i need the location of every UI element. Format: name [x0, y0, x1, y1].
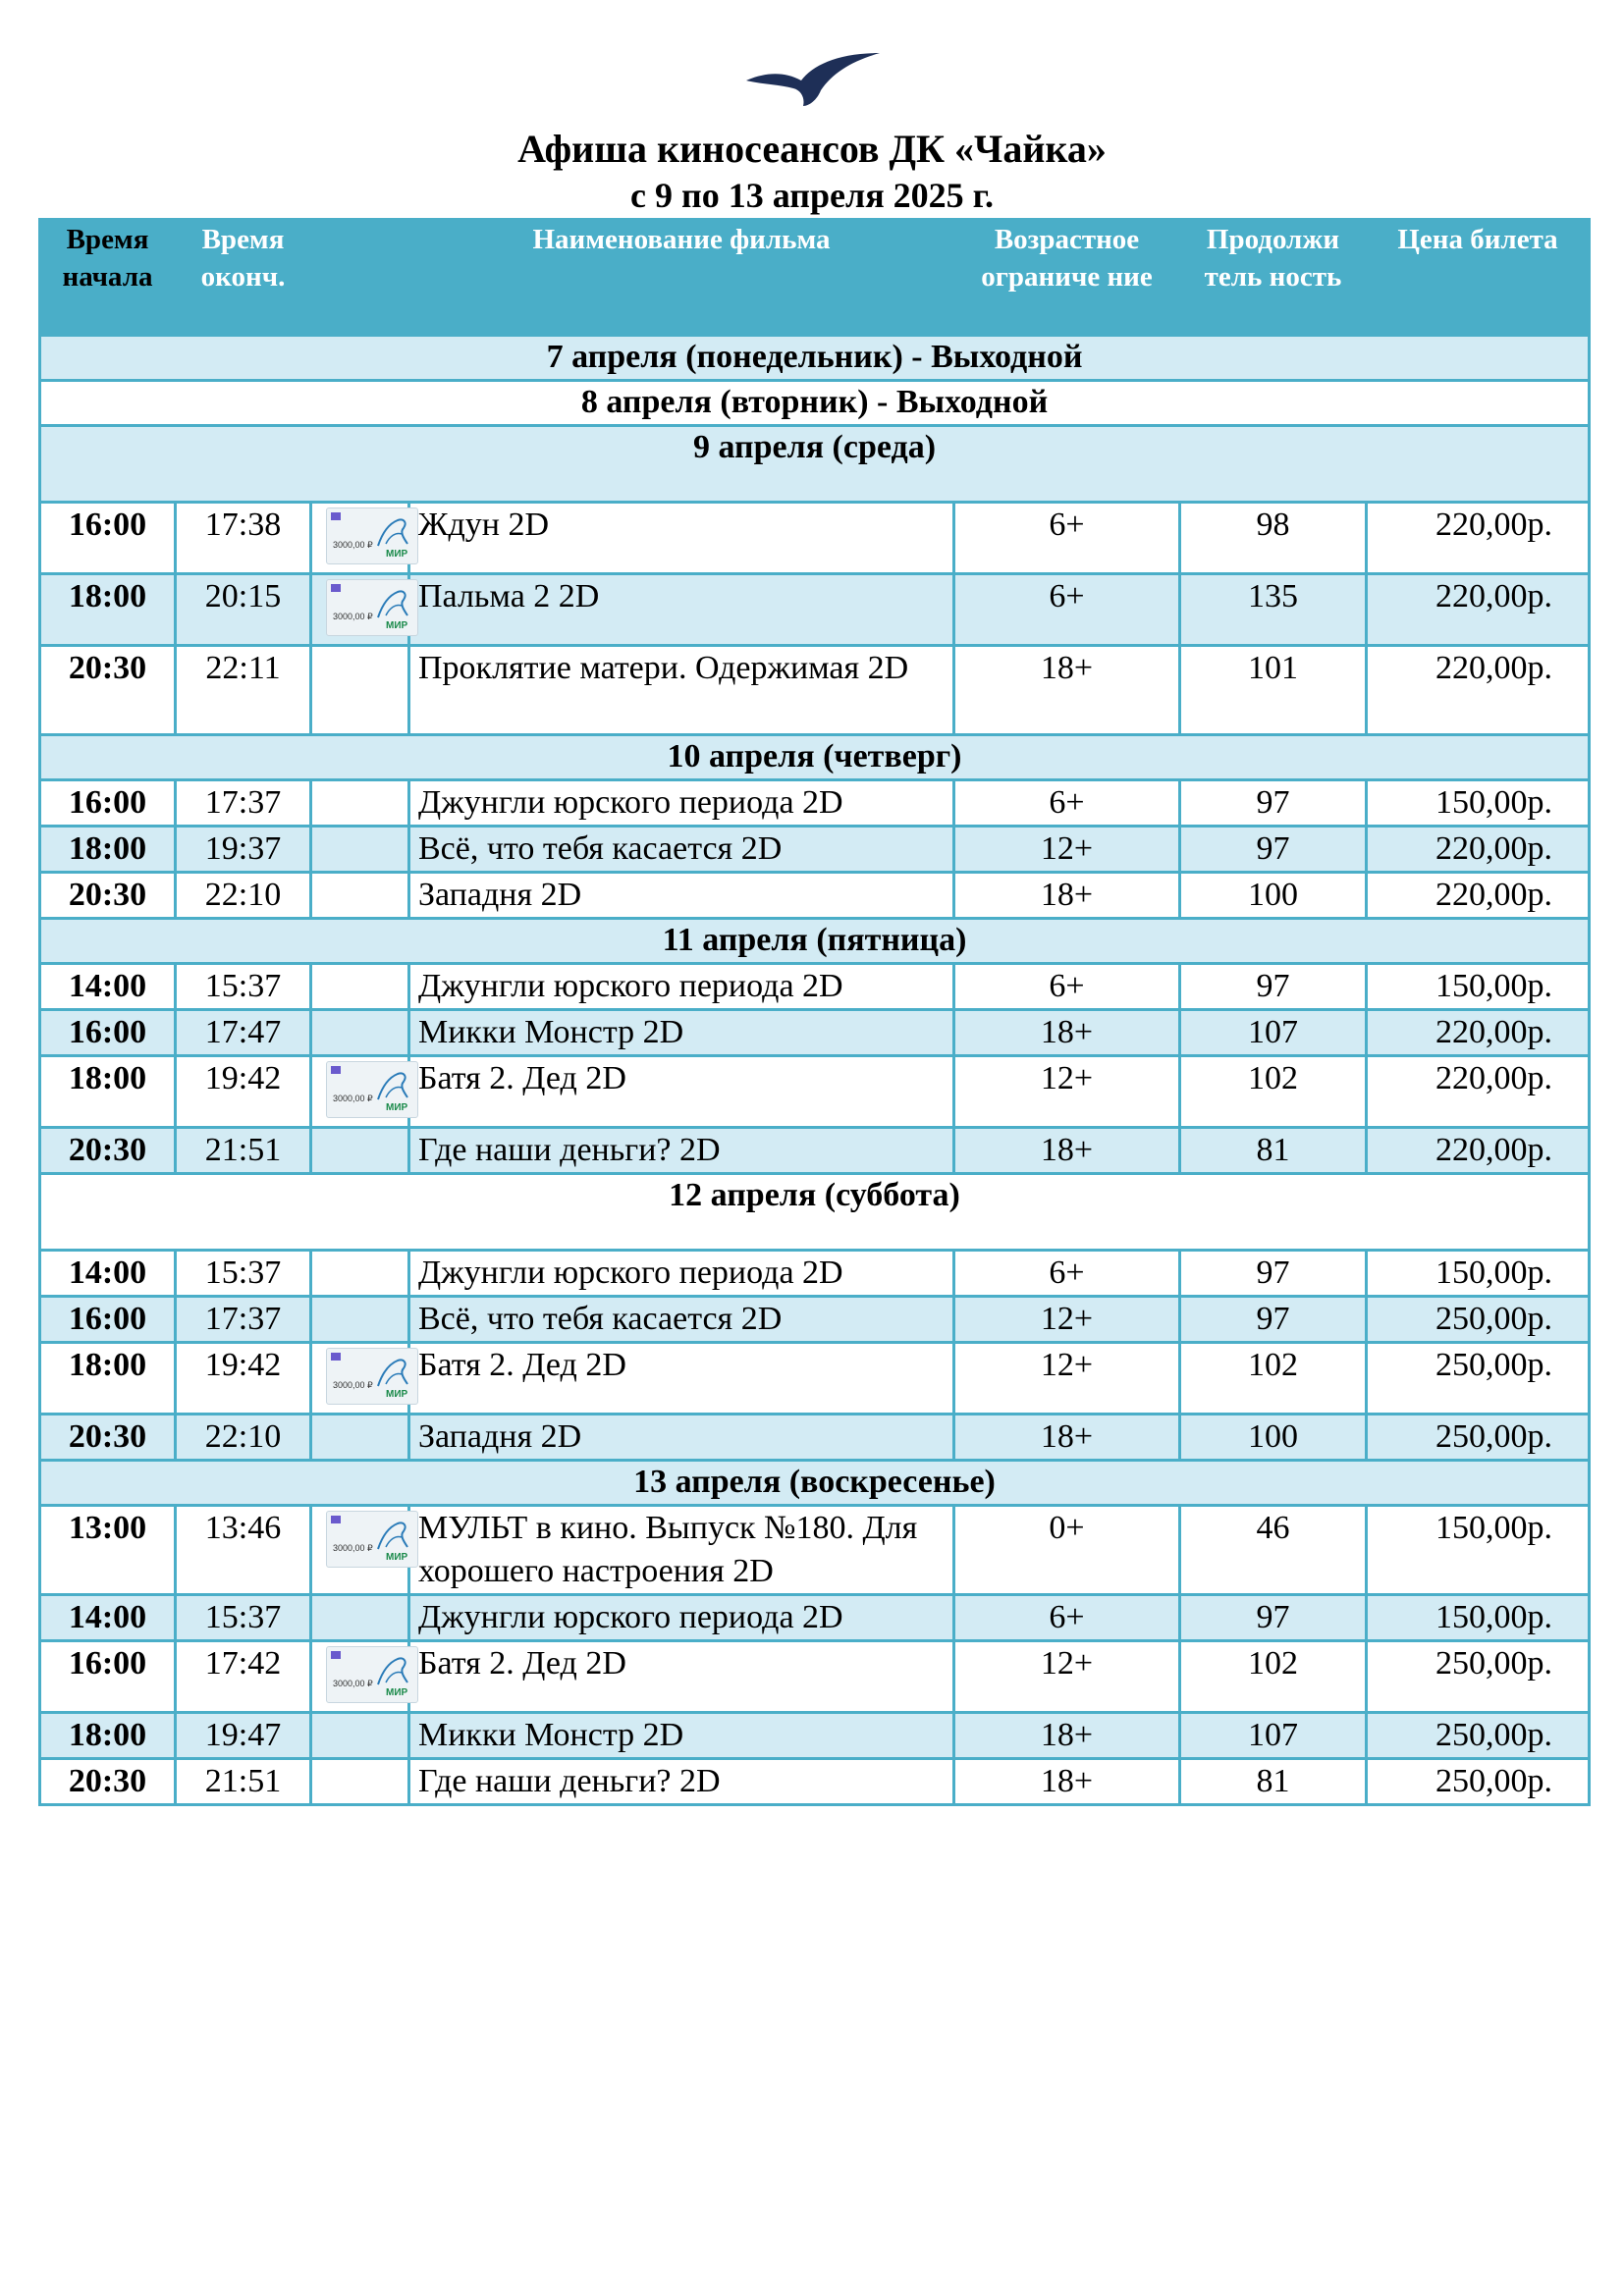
session-row [40, 1010, 1590, 1056]
card-amount: 3000,00 ₽ [333, 1094, 373, 1103]
film-duration: 100 [1180, 1415, 1367, 1461]
age-rating: 6+ [954, 780, 1180, 827]
film-name: Где наши деньги? 2D [409, 1128, 954, 1174]
page-subtitle: с 9 по 13 апреля 2025 г. [630, 176, 994, 215]
session-start-time: 16:00 [40, 1641, 176, 1713]
card-amount: 3000,00 ₽ [333, 612, 373, 621]
pushkin-card-cell [311, 1343, 409, 1415]
session-row [40, 1759, 1590, 1805]
day-header-label: 11 апреля (пятница) [40, 919, 1590, 964]
session-start-time: 20:30 [40, 1759, 176, 1805]
session-end-time: 15:37 [176, 964, 311, 1010]
film-name: Проклятие матери. Одержимая 2D [409, 646, 954, 735]
card-mir-logo: МИР [386, 549, 408, 560]
day-header-row [40, 426, 1590, 503]
ticket-price: 220,00р. [1367, 1128, 1590, 1174]
pushkin-card-cell [311, 1251, 409, 1297]
session-end-time: 17:37 [176, 1297, 311, 1343]
film-duration: 81 [1180, 1759, 1367, 1805]
session-start-time: 18:00 [40, 1713, 176, 1759]
session-row [40, 1641, 1590, 1713]
film-duration: 97 [1180, 827, 1367, 873]
ticket-price: 220,00р. [1367, 1056, 1590, 1128]
pushkin-card-icon [326, 579, 418, 636]
session-end-time: 19:37 [176, 827, 311, 873]
header-film-name: Наименование фильма [409, 220, 954, 336]
card-chip-icon [331, 584, 341, 592]
film-name: Пальма 2 2D [409, 574, 954, 646]
film-duration: 102 [1180, 1343, 1367, 1415]
header-end-time: Время оконч. [176, 220, 311, 336]
session-row [40, 1128, 1590, 1174]
film-name: Всё, что тебя касается 2D [409, 1297, 954, 1343]
session-end-time: 15:37 [176, 1251, 311, 1297]
session-end-time: 17:38 [176, 503, 311, 574]
session-row [40, 780, 1590, 827]
page-title: Афиша киносеансов ДК «Чайка» [517, 127, 1107, 171]
film-duration: 107 [1180, 1713, 1367, 1759]
film-duration: 107 [1180, 1010, 1367, 1056]
pushkin-card-icon [326, 1646, 418, 1703]
pushkin-card-cell [311, 1506, 409, 1595]
day-header-label: 9 апреля (среда) [40, 426, 1590, 503]
session-row [40, 827, 1590, 873]
session-end-time: 21:51 [176, 1128, 311, 1174]
day-header-label: 7 апреля (понедельник) - Выходной [40, 336, 1590, 381]
film-duration: 100 [1180, 873, 1367, 919]
day-header-row [40, 336, 1590, 381]
pushkin-card-icon [326, 1511, 418, 1568]
film-duration: 102 [1180, 1056, 1367, 1128]
ticket-price: 150,00р. [1367, 1251, 1590, 1297]
ticket-price: 220,00р. [1367, 574, 1590, 646]
day-header-label: 8 апреля (вторник) - Выходной [40, 381, 1590, 426]
film-name: МУЛЬТ в кино. Выпуск №180. Для хорошего настроения 2D [409, 1506, 954, 1595]
card-portrait-icon [374, 1518, 411, 1553]
session-row [40, 503, 1590, 574]
age-rating: 12+ [954, 1297, 1180, 1343]
pushkin-card-cell [311, 1759, 409, 1805]
session-start-time: 18:00 [40, 1056, 176, 1128]
day-header-row [40, 735, 1590, 780]
pushkin-card-cell [311, 503, 409, 574]
pushkin-card-cell [311, 1641, 409, 1713]
session-end-time: 17:47 [176, 1010, 311, 1056]
session-start-time: 13:00 [40, 1506, 176, 1595]
film-name: Джунгли юрского периода 2D [409, 964, 954, 1010]
film-duration: 81 [1180, 1128, 1367, 1174]
session-end-time: 21:51 [176, 1759, 311, 1805]
card-amount: 3000,00 ₽ [333, 1543, 373, 1553]
pushkin-card-cell [311, 1128, 409, 1174]
session-row [40, 1595, 1590, 1641]
film-name: Джунгли юрского периода 2D [409, 1595, 954, 1641]
film-name: Ждун 2D [409, 503, 954, 574]
session-start-time: 20:30 [40, 1128, 176, 1174]
pushkin-card-cell [311, 1713, 409, 1759]
session-row [40, 1297, 1590, 1343]
pushkin-card-cell [311, 1297, 409, 1343]
ticket-price: 220,00р. [1367, 646, 1590, 735]
session-start-time: 20:30 [40, 873, 176, 919]
session-end-time: 13:46 [176, 1506, 311, 1595]
ticket-price: 220,00р. [1367, 873, 1590, 919]
pushkin-card-cell [311, 646, 409, 735]
session-end-time: 19:42 [176, 1056, 311, 1128]
card-portrait-icon [374, 514, 411, 550]
session-row [40, 1713, 1590, 1759]
card-amount: 3000,00 ₽ [333, 1679, 373, 1688]
film-name: Джунгли юрского периода 2D [409, 1251, 954, 1297]
session-end-time: 22:10 [176, 1415, 311, 1461]
age-rating: 18+ [954, 1128, 1180, 1174]
ticket-price: 220,00р. [1367, 827, 1590, 873]
session-end-time: 22:10 [176, 873, 311, 919]
seagull-logo-icon [744, 51, 882, 108]
pushkin-card-cell [311, 1415, 409, 1461]
session-start-time: 16:00 [40, 780, 176, 827]
session-row [40, 1343, 1590, 1415]
age-rating: 18+ [954, 646, 1180, 735]
session-start-time: 14:00 [40, 1595, 176, 1641]
header-card-column [311, 220, 409, 336]
session-row [40, 574, 1590, 646]
card-portrait-icon [374, 1068, 411, 1103]
age-rating: 18+ [954, 1010, 1180, 1056]
card-portrait-icon [374, 1355, 411, 1390]
film-name: Западня 2D [409, 873, 954, 919]
pushkin-card-icon [326, 1348, 418, 1405]
age-rating: 6+ [954, 964, 1180, 1010]
session-end-time: 22:11 [176, 646, 311, 735]
session-row [40, 1415, 1590, 1461]
pushkin-card-cell [311, 1595, 409, 1641]
pushkin-card-cell [311, 873, 409, 919]
card-chip-icon [331, 1066, 341, 1074]
age-rating: 18+ [954, 873, 1180, 919]
film-duration: 101 [1180, 646, 1367, 735]
ticket-price: 250,00р. [1367, 1415, 1590, 1461]
session-row [40, 646, 1590, 735]
pushkin-card-cell [311, 1056, 409, 1128]
age-rating: 12+ [954, 827, 1180, 873]
film-duration: 46 [1180, 1506, 1367, 1595]
film-name: Микки Монстр 2D [409, 1010, 954, 1056]
session-row [40, 1251, 1590, 1297]
session-start-time: 20:30 [40, 646, 176, 735]
card-mir-logo: МИР [386, 1687, 408, 1698]
schedule-table [38, 218, 1591, 1806]
film-name: Микки Монстр 2D [409, 1713, 954, 1759]
ticket-price: 250,00р. [1367, 1713, 1590, 1759]
header-price: Цена билета [1367, 220, 1590, 336]
session-end-time: 20:15 [176, 574, 311, 646]
film-name: Западня 2D [409, 1415, 954, 1461]
day-header-row [40, 919, 1590, 964]
header-duration: Продолжи тель ность [1180, 220, 1367, 336]
film-name: Батя 2. Дед 2D [409, 1641, 954, 1713]
card-chip-icon [331, 1651, 341, 1659]
session-start-time: 20:30 [40, 1415, 176, 1461]
pushkin-card-icon [326, 507, 418, 564]
pushkin-card-cell [311, 780, 409, 827]
card-mir-logo: МИР [386, 1102, 408, 1113]
card-chip-icon [331, 1353, 341, 1361]
day-header-label: 12 апреля (суббота) [40, 1174, 1590, 1251]
session-start-time: 16:00 [40, 1010, 176, 1056]
pushkin-card-cell [311, 1010, 409, 1056]
session-row [40, 964, 1590, 1010]
session-row [40, 873, 1590, 919]
session-end-time: 19:42 [176, 1343, 311, 1415]
age-rating: 18+ [954, 1415, 1180, 1461]
film-duration: 97 [1180, 1251, 1367, 1297]
session-end-time: 19:47 [176, 1713, 311, 1759]
session-start-time: 14:00 [40, 1251, 176, 1297]
session-end-time: 17:42 [176, 1641, 311, 1713]
card-amount: 3000,00 ₽ [333, 540, 373, 550]
ticket-price: 150,00р. [1367, 1506, 1590, 1595]
film-duration: 97 [1180, 1595, 1367, 1641]
ticket-price: 250,00р. [1367, 1297, 1590, 1343]
card-portrait-icon [374, 586, 411, 621]
film-duration: 102 [1180, 1641, 1367, 1713]
age-rating: 12+ [954, 1641, 1180, 1713]
age-rating: 18+ [954, 1713, 1180, 1759]
age-rating: 0+ [954, 1506, 1180, 1595]
film-duration: 98 [1180, 503, 1367, 574]
header-age-rating: Возрастное ограниче ние [954, 220, 1180, 336]
card-chip-icon [331, 1516, 341, 1523]
day-header-row [40, 1174, 1590, 1251]
age-rating: 6+ [954, 1251, 1180, 1297]
card-chip-icon [331, 512, 341, 520]
session-start-time: 18:00 [40, 827, 176, 873]
session-row [40, 1506, 1590, 1595]
film-name: Всё, что тебя касается 2D [409, 827, 954, 873]
ticket-price: 220,00р. [1367, 1010, 1590, 1056]
film-name: Где наши деньги? 2D [409, 1759, 954, 1805]
day-header-label: 13 апреля (воскресенье) [40, 1461, 1590, 1506]
pushkin-card-cell [311, 574, 409, 646]
film-name: Джунгли юрского периода 2D [409, 780, 954, 827]
ticket-price: 150,00р. [1367, 964, 1590, 1010]
ticket-price: 250,00р. [1367, 1641, 1590, 1713]
ticket-price: 250,00р. [1367, 1343, 1590, 1415]
film-duration: 97 [1180, 1297, 1367, 1343]
ticket-price: 150,00р. [1367, 780, 1590, 827]
film-duration: 97 [1180, 780, 1367, 827]
age-rating: 6+ [954, 1595, 1180, 1641]
card-mir-logo: МИР [386, 1552, 408, 1563]
film-duration: 97 [1180, 964, 1367, 1010]
pushkin-card-icon [326, 1061, 418, 1118]
session-start-time: 14:00 [40, 964, 176, 1010]
age-rating: 12+ [954, 1056, 1180, 1128]
session-start-time: 16:00 [40, 1297, 176, 1343]
header-start-time: Время начала [40, 220, 176, 336]
age-rating: 12+ [954, 1343, 1180, 1415]
session-end-time: 17:37 [176, 780, 311, 827]
pushkin-card-cell [311, 827, 409, 873]
ticket-price: 150,00р. [1367, 1595, 1590, 1641]
session-end-time: 15:37 [176, 1595, 311, 1641]
age-rating: 6+ [954, 503, 1180, 574]
ticket-price: 250,00р. [1367, 1759, 1590, 1805]
ticket-price: 220,00р. [1367, 503, 1590, 574]
age-rating: 6+ [954, 574, 1180, 646]
session-start-time: 18:00 [40, 574, 176, 646]
film-duration: 135 [1180, 574, 1367, 646]
day-header-row [40, 1461, 1590, 1506]
card-mir-logo: МИР [386, 620, 408, 631]
schedule-body [40, 336, 1590, 1805]
session-start-time: 18:00 [40, 1343, 176, 1415]
pushkin-card-cell [311, 964, 409, 1010]
table-header-row [40, 220, 1590, 336]
session-row [40, 1056, 1590, 1128]
film-name: Батя 2. Дед 2D [409, 1056, 954, 1128]
film-name: Батя 2. Дед 2D [409, 1343, 954, 1415]
card-portrait-icon [374, 1653, 411, 1688]
day-header-row [40, 381, 1590, 426]
card-mir-logo: МИР [386, 1389, 408, 1400]
day-header-label: 10 апреля (четверг) [40, 735, 1590, 780]
age-rating: 18+ [954, 1759, 1180, 1805]
session-start-time: 16:00 [40, 503, 176, 574]
card-amount: 3000,00 ₽ [333, 1380, 373, 1390]
